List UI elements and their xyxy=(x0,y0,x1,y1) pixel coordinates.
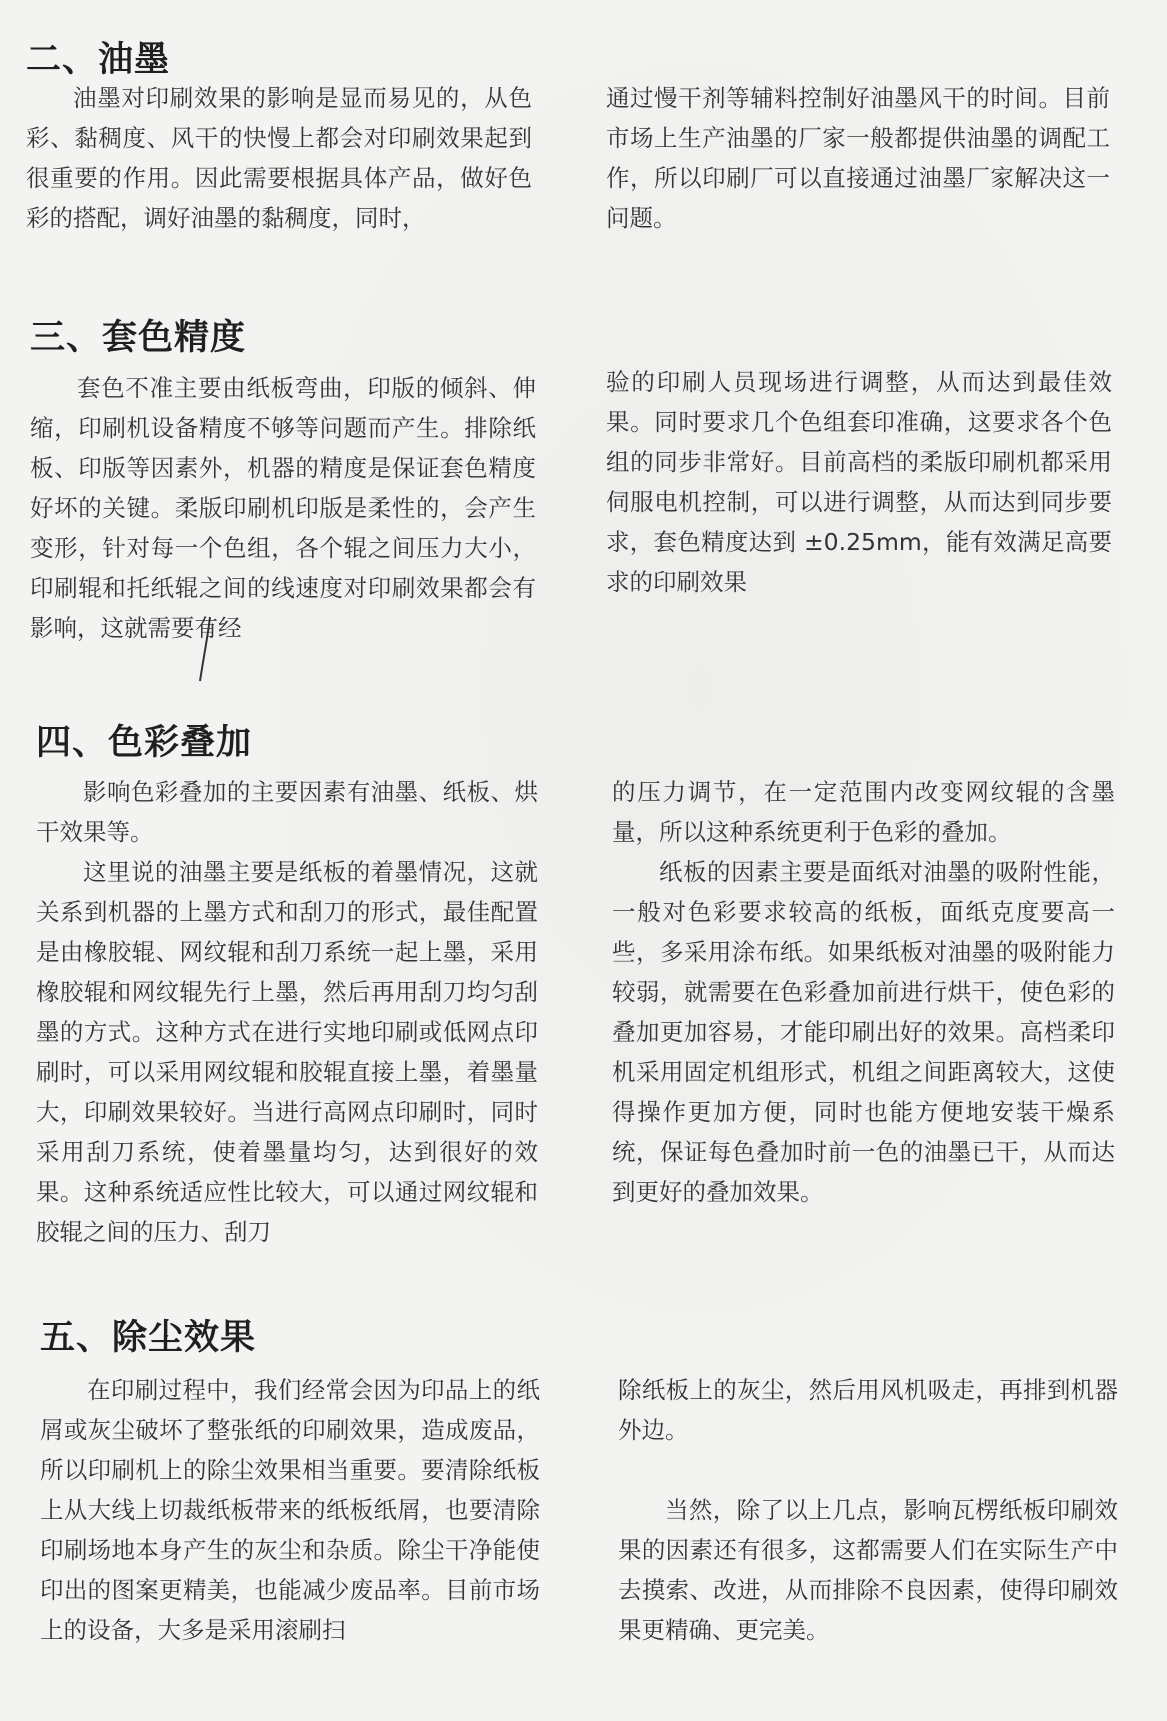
paragraph: 验的印刷人员现场进行调整，从而达到最佳效果。同时要求几个色组套印准确，这要求各个色组的同步非常好。目前高档的柔版印刷机都采用伺服电机控制，可以进行调整，从而达到同步要求，套色精度达到 ±0.25mm，能有效满足高要求的印刷效果 xyxy=(606,368,1112,596)
spacer xyxy=(618,1450,1118,1490)
right-column xyxy=(606,78,1110,238)
left-column xyxy=(36,772,538,1252)
section-heading: 二、油墨 xyxy=(26,40,171,80)
paragraph: 套色不准主要由纸板弯曲，印版的倾斜、伸缩，印刷机设备精度不够等问题而产生。排除纸板、印版等因素外，机器的精度是保证套色精度好坏的关键。柔版印刷机印版是柔性的，会产生变形，针对每一个色组，各个辊之间压力大小，印刷辊和托纸辊之间的线速度对印刷效果都会有影响，这就需要有经 xyxy=(30,374,536,642)
paragraph: 当然，除了以上几点，影响瓦楞纸板印刷效果的因素还有很多，这都需要人们在实际生产中去摸索、改进，从而排除不良因素，使得印刷效果更精确、更完美。 xyxy=(618,1496,1118,1644)
right-column xyxy=(618,1370,1118,1650)
section-heading: 五、除尘效果 xyxy=(40,1318,257,1358)
paragraph: 油墨对印刷效果的影响是显而易见的，从色彩、黏稠度、风干的快慢上都会对印刷效果起到很重要的作用。因此需要根据具体产品，做好色彩的搭配，调好油墨的黏稠度，同时， xyxy=(26,84,532,232)
left-column xyxy=(40,1370,540,1650)
paragraph: 纸板的因素主要是面纸对油墨的吸附性能，一般对色彩要求较高的纸板，面纸克度要高一些，多采用涂布纸。如果纸板对油墨的吸附能力较弱，就需要在色彩叠加前进行烘干，使色彩的叠加更加容易，才能印刷出好的效果。高档柔印机采用固定机组形式，机组之间距离较大，这使得操作更加方便，同时也能方便地安装干燥系统，保证每色叠加时前一色的油墨已干，从而达到更好的叠加效果。 xyxy=(612,858,1115,1206)
right-column xyxy=(606,362,1112,602)
section-heading: 三、套色精度 xyxy=(30,318,247,358)
paragraph: 的压力调节，在一定范围内改变网纹辊的含墨量，所以这种系统更利于色彩的叠加。 xyxy=(612,778,1115,846)
paragraph: 影响色彩叠加的主要因素有油墨、纸板、烘干效果等。 xyxy=(36,778,538,846)
paragraph: 除纸板上的灰尘，然后用风机吸走，再排到机器外边。 xyxy=(618,1376,1118,1444)
paragraph: 通过慢干剂等辅料控制好油墨风干的时间。目前市场上生产油墨的厂家一般都提供油墨的调配工作，所以印刷厂可以直接通过油墨厂家解决这一问题。 xyxy=(606,84,1110,232)
right-column xyxy=(612,772,1115,1212)
section-heading: 四、色彩叠加 xyxy=(36,723,253,763)
left-column xyxy=(26,78,532,238)
left-column xyxy=(30,368,536,648)
paragraph: 这里说的油墨主要是纸板的着墨情况，这就关系到机器的上墨方式和刮刀的形式，最佳配置是由橡胶辊、网纹辊和刮刀系统一起上墨，采用橡胶辊和网纹辊先行上墨，然后再用刮刀均匀刮墨的方式。这种方式在进行实地印刷或低网点印刷时，可以采用网纹辊和胶辊直接上墨，着墨量大，印刷效果较好。当进行高网点印刷时，同时采用刮刀系统，使着墨量均匀，达到很好的效果。这种系统适应性比较大，可以通过网纹辊和胶辊之间的压力、刮刀 xyxy=(36,858,538,1246)
paragraph: 在印刷过程中，我们经常会因为印品上的纸屑或灰尘破坏了整张纸的印刷效果，造成废品，所以印刷机上的除尘效果相当重要。要清除纸板上从大线上切裁纸板带来的纸板纸屑，也要清除印刷场地本身产生的灰尘和杂质。除尘干净能使印出的图案更精美，也能减少废品率。目前市场上的设备，大多是采用滚刷扫 xyxy=(40,1376,540,1644)
